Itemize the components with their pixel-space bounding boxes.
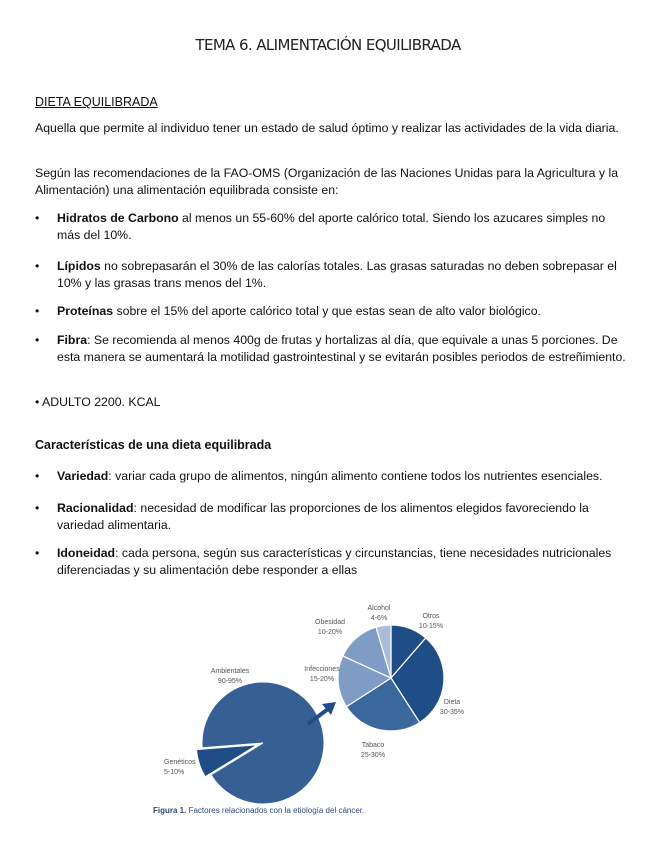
pie-label-alcohol: 4-6% (370, 615, 388, 622)
adult-note: • ADULTO 2200. KCAL (35, 395, 161, 409)
figure-caption-label: Figura 1. (153, 806, 187, 815)
text-proteinas: sobre el 15% del aporte calórico total y que estas sean de alto valor biológico. (113, 304, 541, 318)
pie-charts (150, 596, 476, 806)
bullet-marker: • (35, 546, 40, 560)
pie-label-obesidad: 10-20% (317, 629, 343, 636)
pie-label-infecciones: 15-20% (309, 676, 335, 683)
pie-label-ambientales: 90-95% (217, 678, 243, 685)
term-racionalidad: Racionalidad (57, 501, 134, 515)
bullet-marker: • (35, 304, 40, 318)
intro-paragraph: Según las recomendaciones de la FAO-OMS (Organización de las Naciones Unidas para la Agricultura y la Alimentación) una alimentación equilibrada consiste en: (35, 166, 619, 197)
text-fibra: : Se recomienda al menos 400g de frutas y hortalizas al día, que equivale a unas 5 porciones. De esta manera se aumentará la motilidad gastrointestinal y se evitarán posibles periodos de estreñimiento. (57, 333, 626, 364)
pie-label-otros: 10-15% (418, 623, 444, 630)
pie-label-dieta: 30-35% (439, 709, 465, 716)
figure-caption-text: Factores relacionados con la etiología del cáncer. (188, 806, 365, 815)
text-racionalidad: : necesidad de modificar las proporciones de los alimentos elegidos favoreciendo la variedad alimentaria. (57, 501, 589, 532)
page-title: TEMA 6. ALIMENTACIÓN EQUILIBRADA (195, 36, 461, 54)
text-hidratos: al menos un 55-60% del aporte calórico total. Siendo los azucares simples no más del 10%. (57, 211, 606, 242)
bullet-marker: • (35, 211, 40, 225)
pie-label-geneticos: 5-10% (164, 769, 185, 776)
pie-label-tabaco: 25-30% (360, 752, 386, 759)
text-variedad: : variar cada grupo de alimentos, ningún alimento contiene todos los nutrientes esenciales. (108, 469, 603, 483)
pie-label-infecciones: Infecciones (304, 666, 340, 673)
pie-label-dieta: Dieta (443, 699, 461, 706)
pie-slice-ambientales (202, 682, 324, 804)
term-variedad: Variedad (57, 469, 109, 483)
figure-cancer-factors (150, 596, 476, 826)
bullet-marker: • (35, 333, 40, 347)
pie-label-ambientales: Ambientales (210, 668, 250, 675)
bullet-marker: • (35, 469, 40, 483)
bullet-marker: • (35, 501, 40, 515)
pie-label-obesidad: Obesidad (315, 619, 345, 626)
bullet-marker: • (35, 259, 40, 273)
term-proteinas: Proteínas (57, 304, 114, 318)
pie-label-geneticos: Genéticos (164, 759, 196, 766)
section-heading-caracteristicas: Características de una dieta equilibrada (35, 438, 272, 452)
pie-label-tabaco: Tabaco (361, 742, 385, 749)
term-lipidos: Lípidos (57, 259, 101, 273)
term-hidratos: Hidratos de Carbono (57, 211, 179, 225)
text-idoneidad: : cada persona, según sus características y circunstancias, tiene necesidades nutricionales diferenciadas y su alimentación debe responder a ellas (57, 546, 612, 577)
figure-caption (153, 806, 364, 815)
pie-label-otros: Otros (422, 613, 440, 620)
term-idoneidad: Idoneidad (57, 546, 116, 560)
definition-paragraph: Aquella que permite al individuo tener un estado de salud óptimo y realizar las actividades de la vida diaria. (35, 121, 619, 135)
text-lipidos: no sobrepasarán el 30% de las calorías totales. Las grasas saturadas no deben sobrepasar el 10% y las grasas trans menos del 1%. (57, 259, 617, 290)
term-fibra: Fibra (57, 333, 88, 347)
section-heading-dieta: DIETA EQUILIBRADA (35, 95, 158, 109)
pie-label-alcohol: Alcohol (367, 605, 391, 612)
